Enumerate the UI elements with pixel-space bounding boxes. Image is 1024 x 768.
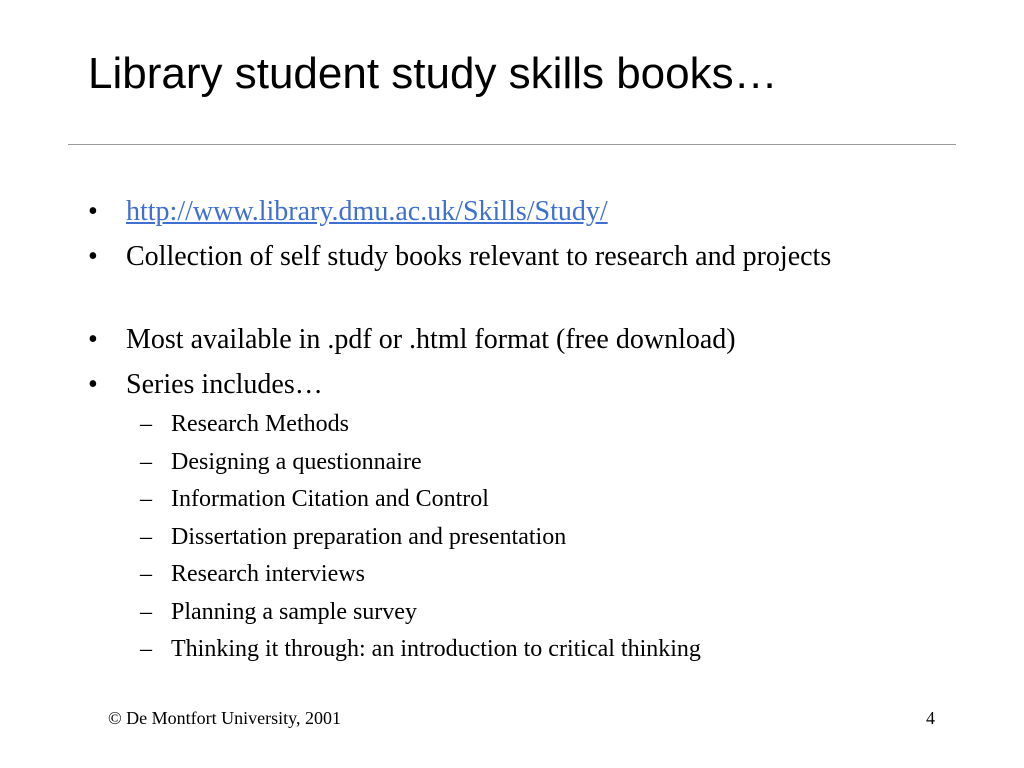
sub-bullet-text: Information Citation and Control [171, 486, 489, 512]
bullet-dot: • [88, 324, 98, 355]
sub-bullet-text: Dissertation preparation and presentation [171, 524, 567, 550]
sub-bullet-text: Research Methods [171, 411, 349, 437]
footer-copyright: © De Montfort University, 2001 [108, 708, 341, 728]
sub-bullet-text: Thinking it through: an introduction to critical thinking [171, 636, 701, 662]
sub-bullet-dash: – [140, 599, 152, 625]
sub-bullet-text: Designing a questionnaire [171, 449, 422, 475]
sub-bullet-dash: – [140, 524, 152, 550]
sub-bullet-text: Planning a sample survey [171, 599, 417, 625]
sub-bullet-text: Research interviews [171, 561, 365, 587]
sub-bullet-dash: – [140, 561, 152, 587]
bullet-dot: • [88, 196, 98, 227]
sub-bullet-dash: – [140, 411, 152, 437]
study-skills-link[interactable]: http://www.library.dmu.ac.uk/Skills/Study/ [126, 196, 608, 227]
bullet-dot: • [88, 241, 98, 272]
bullet-text: Most available in .pdf or .html format (free download) [126, 324, 736, 355]
footer-page-number: 4 [926, 708, 935, 728]
title-divider [68, 144, 956, 145]
sub-bullet-dash: – [140, 636, 152, 662]
slide-title: Library student study skills books… [88, 49, 778, 98]
bullet-text: Series includes… [126, 369, 323, 400]
bullet-dot: • [88, 369, 98, 400]
sub-bullet-dash: – [140, 449, 152, 475]
bullet-text: Collection of self study books relevant to research and projects [126, 241, 832, 272]
sub-bullet-dash: – [140, 486, 152, 512]
